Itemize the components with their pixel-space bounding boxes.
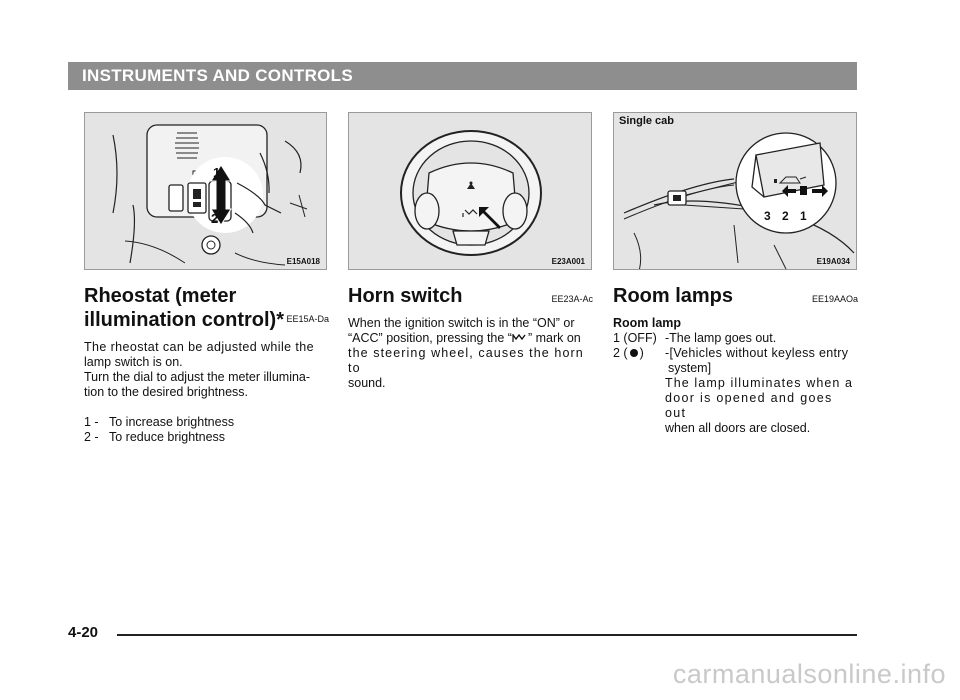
- rheostat-p1-line1: The rheostat can be adjusted while the: [84, 340, 314, 354]
- rheostat-figure-code: E15A018: [286, 257, 320, 266]
- room-lamp-label-1: 1: [800, 209, 807, 223]
- rheostat-label-2: 2: [211, 211, 219, 226]
- room-lamp-row-2-cont1: system]: [668, 361, 712, 375]
- horn-line2: [348, 331, 593, 346]
- section-header-band: [68, 62, 857, 90]
- rheostat-illustration: [85, 113, 327, 270]
- rheostat-item-2: [84, 430, 329, 445]
- room-lamp-row-1: [613, 331, 858, 346]
- horn-figure: [348, 112, 592, 270]
- horn-figure-code: E23A001: [551, 257, 585, 266]
- horn-line2-pre: “ACC” position, pressing the “: [348, 331, 512, 345]
- rheostat-p2-line2: tion to the desired brightness.: [84, 385, 248, 399]
- footer-rule: [117, 634, 857, 636]
- room-lamp-row-2-label-pre: 2 (: [613, 346, 628, 360]
- room-lamp-row-1-label: 1 (OFF): [613, 331, 657, 345]
- room-lamps-title: Room lamps: [613, 285, 734, 307]
- horn-line1: When the ignition switch is in the “ON” or: [348, 316, 575, 330]
- room-lamps-section-code: EE19AAOa: [811, 294, 858, 304]
- room-lamp-row-1-text: -The lamp goes out.: [665, 331, 777, 345]
- rheostat-p1-line2: lamp switch is on.: [84, 355, 183, 369]
- horn-section-code: EE23A-Ac: [551, 294, 593, 304]
- rheostat-item-2-number: 2 -: [84, 430, 99, 444]
- rheostat-item-2-text: To reduce brightness: [109, 430, 226, 444]
- watermark: carmanualsonline.info: [672, 659, 946, 689]
- rheostat-figure: [84, 112, 327, 270]
- rheostat-label-1: 1: [213, 165, 221, 180]
- rheostat-p2-line1: Turn the dial to adjust the meter illumina-: [84, 370, 311, 384]
- rheostat-item-1-number: 1 -: [84, 415, 99, 429]
- horn-title: Horn switch: [348, 285, 463, 307]
- room-lamp-figure-caption: Single cab: [619, 115, 675, 127]
- horn-line2-post: ” mark on: [527, 331, 581, 345]
- room-lamp-row-2-cont3: door is opened and goes out: [665, 391, 833, 420]
- rheostat-item-1-text: To increase brightness: [109, 415, 235, 429]
- room-lamp-figure: [613, 112, 857, 270]
- room-lamp-row-2-text: -[Vehicles without keyless entry: [665, 346, 849, 360]
- room-lamp-label-2: 2: [782, 209, 789, 223]
- section-header-title: INSTRUMENTS AND CONTROLS: [82, 66, 354, 85]
- page-number: 4-20: [68, 624, 99, 641]
- room-lamp-row-2-label-post: ): [639, 346, 644, 360]
- rheostat-title-line1: Rheostat (meter: [84, 285, 237, 307]
- horn-illustration: [349, 113, 592, 270]
- room-lamp-row-2-cont2: The lamp illuminates when a: [665, 376, 854, 390]
- horn-icon: [512, 333, 528, 343]
- horn-section: [348, 284, 593, 391]
- rheostat-title-line2: illumination control)*: [84, 309, 284, 331]
- room-lamp-illustration: [614, 113, 857, 270]
- rheostat-section-code: EE15A-Da: [286, 314, 329, 324]
- room-lamps-section: [613, 284, 858, 436]
- room-lamp-row-2: [613, 346, 858, 361]
- room-lamp-figure-code: E19A034: [816, 257, 850, 266]
- room-lamp-subhead: Room lamp: [613, 316, 682, 330]
- room-lamp-label-3: 3: [764, 209, 771, 223]
- horn-line3: the steering wheel, causes the horn to: [348, 346, 584, 375]
- horn-line4: sound.: [348, 376, 386, 390]
- door-position-dot-icon: [630, 349, 638, 357]
- room-lamp-row-2-label: [613, 346, 665, 361]
- room-lamp-row-2-cont4: when all doors are closed.: [665, 421, 811, 435]
- rheostat-item-1: [84, 415, 329, 430]
- rheostat-section: [84, 284, 329, 445]
